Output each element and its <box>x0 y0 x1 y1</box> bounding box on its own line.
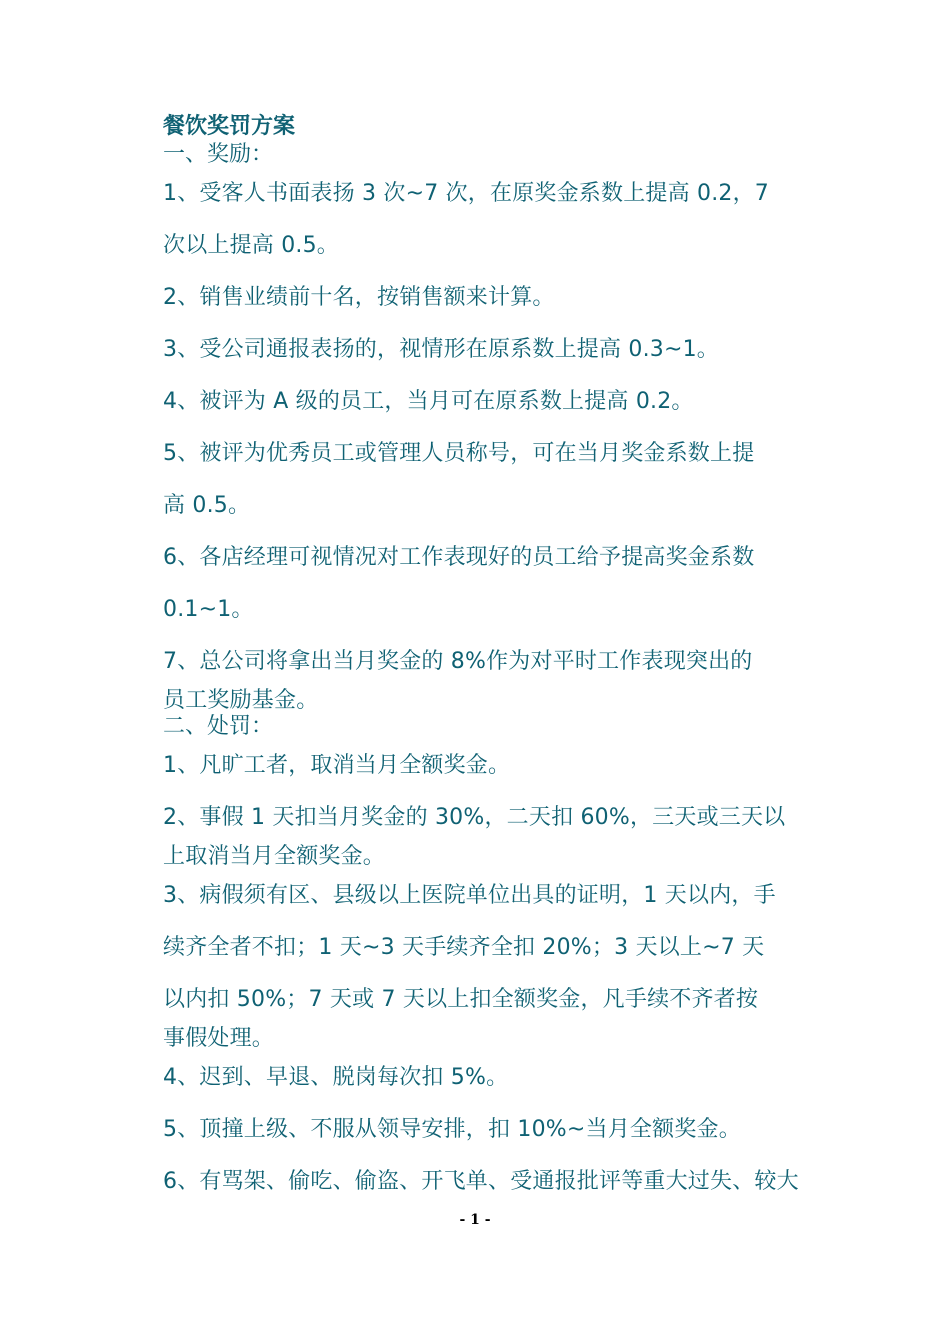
reward-item-4 <box>163 376 803 428</box>
penalty-item-1 <box>163 740 803 792</box>
reward-item-6-line-1: 6、各店经理可视情况对工作表现好的员工给予提高奖金系数 <box>163 545 755 570</box>
penalty-item-1-line-1: 1、凡旷工者，取消当月全额奖金。 <box>163 753 511 778</box>
reward-item-3-line-1: 3、受公司通报表扬的，视情形在原系数上提高 0.3~1。 <box>163 337 720 362</box>
reward-item-5-line-1: 5、被评为优秀员工或管理人员称号，可在当月奖金系数上提 <box>163 441 755 466</box>
reward-item-3 <box>163 324 803 376</box>
reward-item-1-line-1: 1、受客人书面表扬 3 次~7 次，在原奖金系数上提高 0.2，7 <box>163 181 769 206</box>
reward-item-1 <box>163 168 803 272</box>
reward-item-2-line-1: 2、销售业绩前十名，按销售额来计算。 <box>163 285 555 310</box>
penalty-item-6 <box>163 1156 803 1208</box>
reward-item-7 <box>163 636 803 714</box>
penalty-item-2-line-2: 上取消当月全额奖金。 <box>163 844 386 869</box>
penalty-item-3-line-2: 续齐全者不扣；1 天~3 天手续齐全扣 20%；3 天以上~7 天 <box>163 935 765 960</box>
reward-item-4-line-1: 4、被评为 A 级的员工，当月可在原系数上提高 0.2。 <box>163 389 694 414</box>
section-heading-rewards: 一、奖励： <box>163 142 274 167</box>
penalty-item-3-line-4: 事假处理。 <box>163 1026 275 1051</box>
penalty-item-4-line-1: 4、迟到、早退、脱岗每次扣 5%。 <box>163 1065 509 1090</box>
penalty-item-2 <box>163 792 803 870</box>
page-number: - 1 - <box>459 1212 491 1228</box>
reward-item-1-line-2: 次以上提高 0.5。 <box>163 233 339 258</box>
document-body <box>163 110 803 1208</box>
penalty-item-3 <box>163 870 803 1052</box>
reward-item-5 <box>163 428 803 532</box>
penalty-item-5 <box>163 1104 803 1156</box>
reward-item-7-line-1: 7、总公司将拿出当月奖金的 8%作为对平时工作表现突出的 <box>163 649 753 674</box>
reward-item-5-line-2: 高 0.5。 <box>163 493 251 518</box>
penalty-item-2-line-1: 2、事假 1 天扣当月奖金的 30%，二天扣 60%，三天或三天以 <box>163 805 786 830</box>
document-title: 餐饮奖罚方案 <box>163 113 296 139</box>
penalty-item-3-line-3: 以内扣 50%；7 天或 7 天以上扣全额奖金，凡手续不齐者按 <box>163 987 759 1012</box>
penalty-item-4 <box>163 1052 803 1104</box>
reward-item-6-line-2: 0.1~1。 <box>163 597 254 622</box>
reward-item-2 <box>163 272 803 324</box>
reward-item-7-line-2: 员工奖励基金。 <box>163 688 319 713</box>
penalty-item-5-line-1: 5、顶撞上级、不服从领导安排，扣 10%~当月全额奖金。 <box>163 1117 741 1142</box>
reward-item-6 <box>163 532 803 636</box>
penalty-item-3-line-1: 3、病假须有区、县级以上医院单位出具的证明，1 天以内，手 <box>163 883 776 908</box>
section-heading-penalties: 二、处罚： <box>163 714 274 739</box>
penalty-item-6-line-1: 6、有骂架、偷吃、偷盗、开飞单、受通报批评等重大过失、较大 <box>163 1169 799 1194</box>
